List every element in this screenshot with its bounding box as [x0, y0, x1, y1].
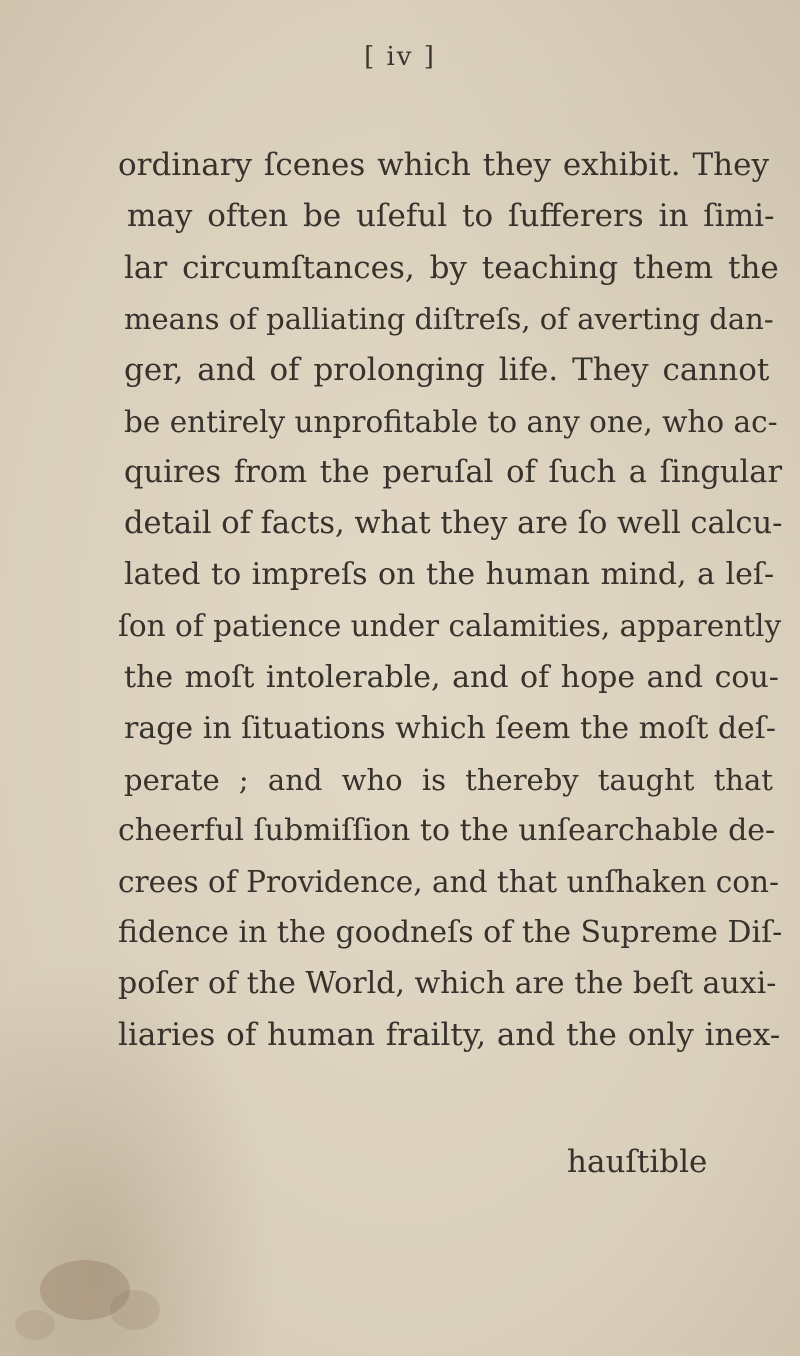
text-line: detail of facts, what they are ſo well calcu-	[124, 506, 783, 541]
foxing-stain	[110, 1290, 160, 1330]
text-line: quires from the peruſal of ſuch a ſingular	[124, 455, 783, 490]
text-line: ordinary ſcenes which they exhibit. They	[118, 147, 769, 183]
text-line: may often be uſeful to ſufferers in ſimi-	[127, 198, 775, 234]
text-line: lar circumſtances, by teaching them the	[124, 250, 779, 286]
text-line: cheerful ſubmiſſion to the unſearchable de-	[118, 813, 776, 848]
text-line: poſer of the World, which are the beſt auxi-	[118, 966, 777, 1001]
text-line: fidence in the goodneſs of the Supreme Diſ-	[118, 915, 783, 950]
text-line: means of palliating diſtreſs, of averting dan-	[124, 302, 774, 336]
text-line: perate ; and who is thereby taught that	[124, 763, 773, 797]
text-line: ger, and of prolonging life. They cannot	[124, 352, 770, 388]
foxing-stain	[15, 1310, 55, 1340]
text-line: ſon of patience under calamities, apparently	[118, 609, 782, 643]
text-line: liaries of human frailty, and the only inex-	[118, 1017, 781, 1053]
text-line: rage in ſituations which ſeem the moſt deſ-	[124, 711, 777, 746]
page-number: [ iv ]	[364, 42, 436, 72]
text-line: lated to impreſs on the human mind, a leſ-	[124, 557, 775, 592]
text-line: be entirely unprofitable to any one, who ac-	[124, 405, 778, 439]
text-line: the moſt intolerable, and of hope and cou-	[124, 660, 779, 695]
catchword: hauſtible	[567, 1144, 708, 1180]
text-line: crees of Providence, and that unſhaken con-	[118, 865, 779, 899]
